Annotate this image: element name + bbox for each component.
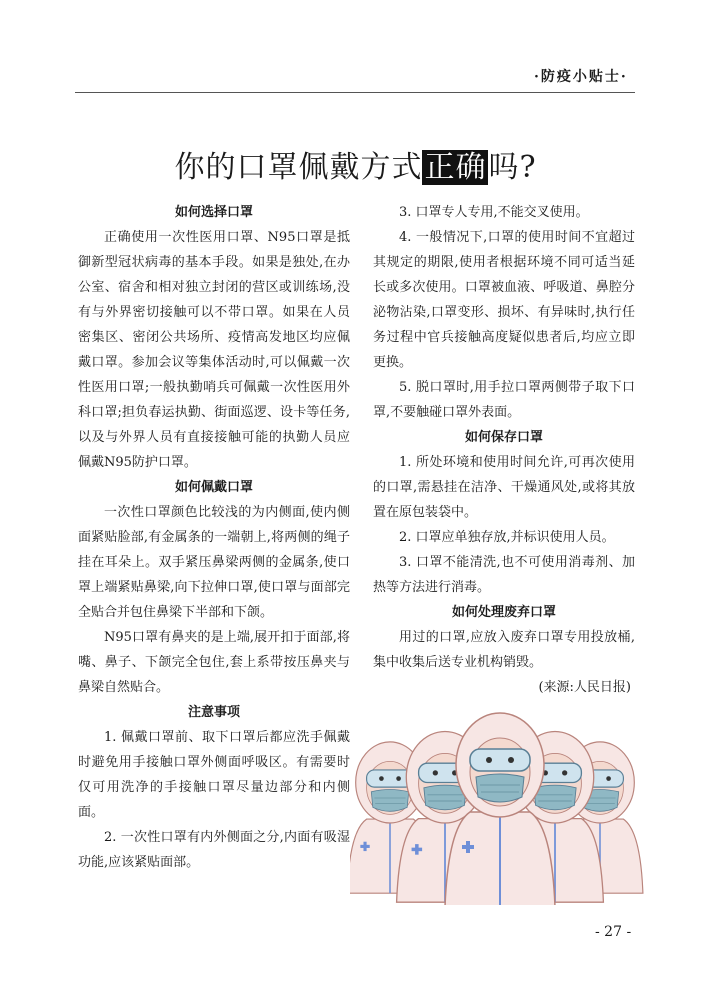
paragraph: 2. 口罩应单独存放,并标识使用人员。 (399, 530, 615, 545)
right-column (373, 200, 635, 700)
heading-wear-mask: 如何佩戴口罩 (174, 480, 253, 495)
heading-notes: 注意事项 (187, 705, 240, 720)
paragraph: 一次性口罩颜色比较浅的为内侧面,使内侧面紧贴脸部,有金属条的一端朝上,将两侧的绳子挂在耳朵上。双手紧压鼻梁两侧的金属条,使口罩上端紧贴鼻梁,向下拉伸口罩,使口罩与面部完全贴合并包住鼻梁下半部和下颌。 (78, 505, 350, 620)
paragraph: 3. 口罩专人专用,不能交叉使用。 (399, 205, 589, 220)
heading-store-mask: 如何保存口罩 (464, 430, 543, 445)
paragraph: 1. 佩戴口罩前、取下口罩后都应洗手佩戴时避免用手接触口罩外侧面呼吸区。有需要时仅可用洗净的手接触口罩尽量边部分和内侧面。 (78, 730, 350, 820)
left-column (78, 200, 350, 875)
medical-workers-illustration (350, 705, 650, 905)
paragraph: 2. 一次性口罩有内外侧面之分,内面有吸湿功能,应该紧贴面部。 (78, 830, 350, 870)
paragraph: 4. 一般情况下,口罩的使用时间不宜超过其规定的期限,使用者根据环境不同可适当延长或多次使用。口罩被血液、呼吸道、鼻腔分泌物沾染,口罩变形、损坏、有异味时,执行任务过程中官兵接触高度疑似患者后,均应立即更换。 (373, 230, 635, 370)
paragraph: 正确使用一次性医用口罩、N95口罩是抵御新型冠状病毒的基本手段。如果是独处,在办公室、宿舍和相对独立封闭的营区或训练场,没有与外界密切接触可以不带口罩。如果在人员密集区、密闭公共场所、疫情高发地区均应佩戴口罩。参加会议等集体活动时,可以佩戴一次性医用口罩;一般执勤哨兵可佩戴一次性医用外科口罩;担负春运执勤、街面巡逻、设卡等任务,以及与外界人员有直接接触可能的执勤人员应佩戴N95防护口罩。 (78, 230, 350, 470)
header-rule (75, 92, 635, 93)
article-title (0, 142, 711, 186)
source-credit: (来源:人民日报) (538, 680, 631, 695)
section-tag: ·防疫小贴士· (534, 69, 628, 85)
paragraph: 用过的口罩,应放入废弃口罩专用投放桶,集中收集后送专业机构销毁。 (373, 630, 635, 670)
title-highlight: 正确 (424, 150, 487, 185)
heading-choose-mask: 如何选择口罩 (174, 205, 253, 220)
page-number: - 27 - (595, 924, 632, 940)
paragraph: 3. 口罩不能清洗,也不可使用消毒剂、加热等方法进行消毒。 (373, 555, 635, 595)
title-prefix: 你的口罩佩戴方式 (174, 150, 423, 185)
paragraph: N95口罩有鼻夹的是上端,展开扣于面部,将嘴、鼻子、下颌完全包住,套上系带按压鼻夹与鼻梁自然贴合。 (78, 630, 350, 695)
heading-dispose-mask: 如何处理废弃口罩 (451, 605, 556, 620)
paragraph: 5. 脱口罩时,用手拉口罩两侧带子取下口罩,不要触碰口罩外表面。 (373, 380, 635, 420)
paragraph: 1. 所处环境和使用时间允许,可再次使用的口罩,需悬挂在洁净、干燥通风处,或将其放置在原包装袋中。 (373, 455, 635, 520)
title-suffix: 吗? (488, 150, 537, 185)
